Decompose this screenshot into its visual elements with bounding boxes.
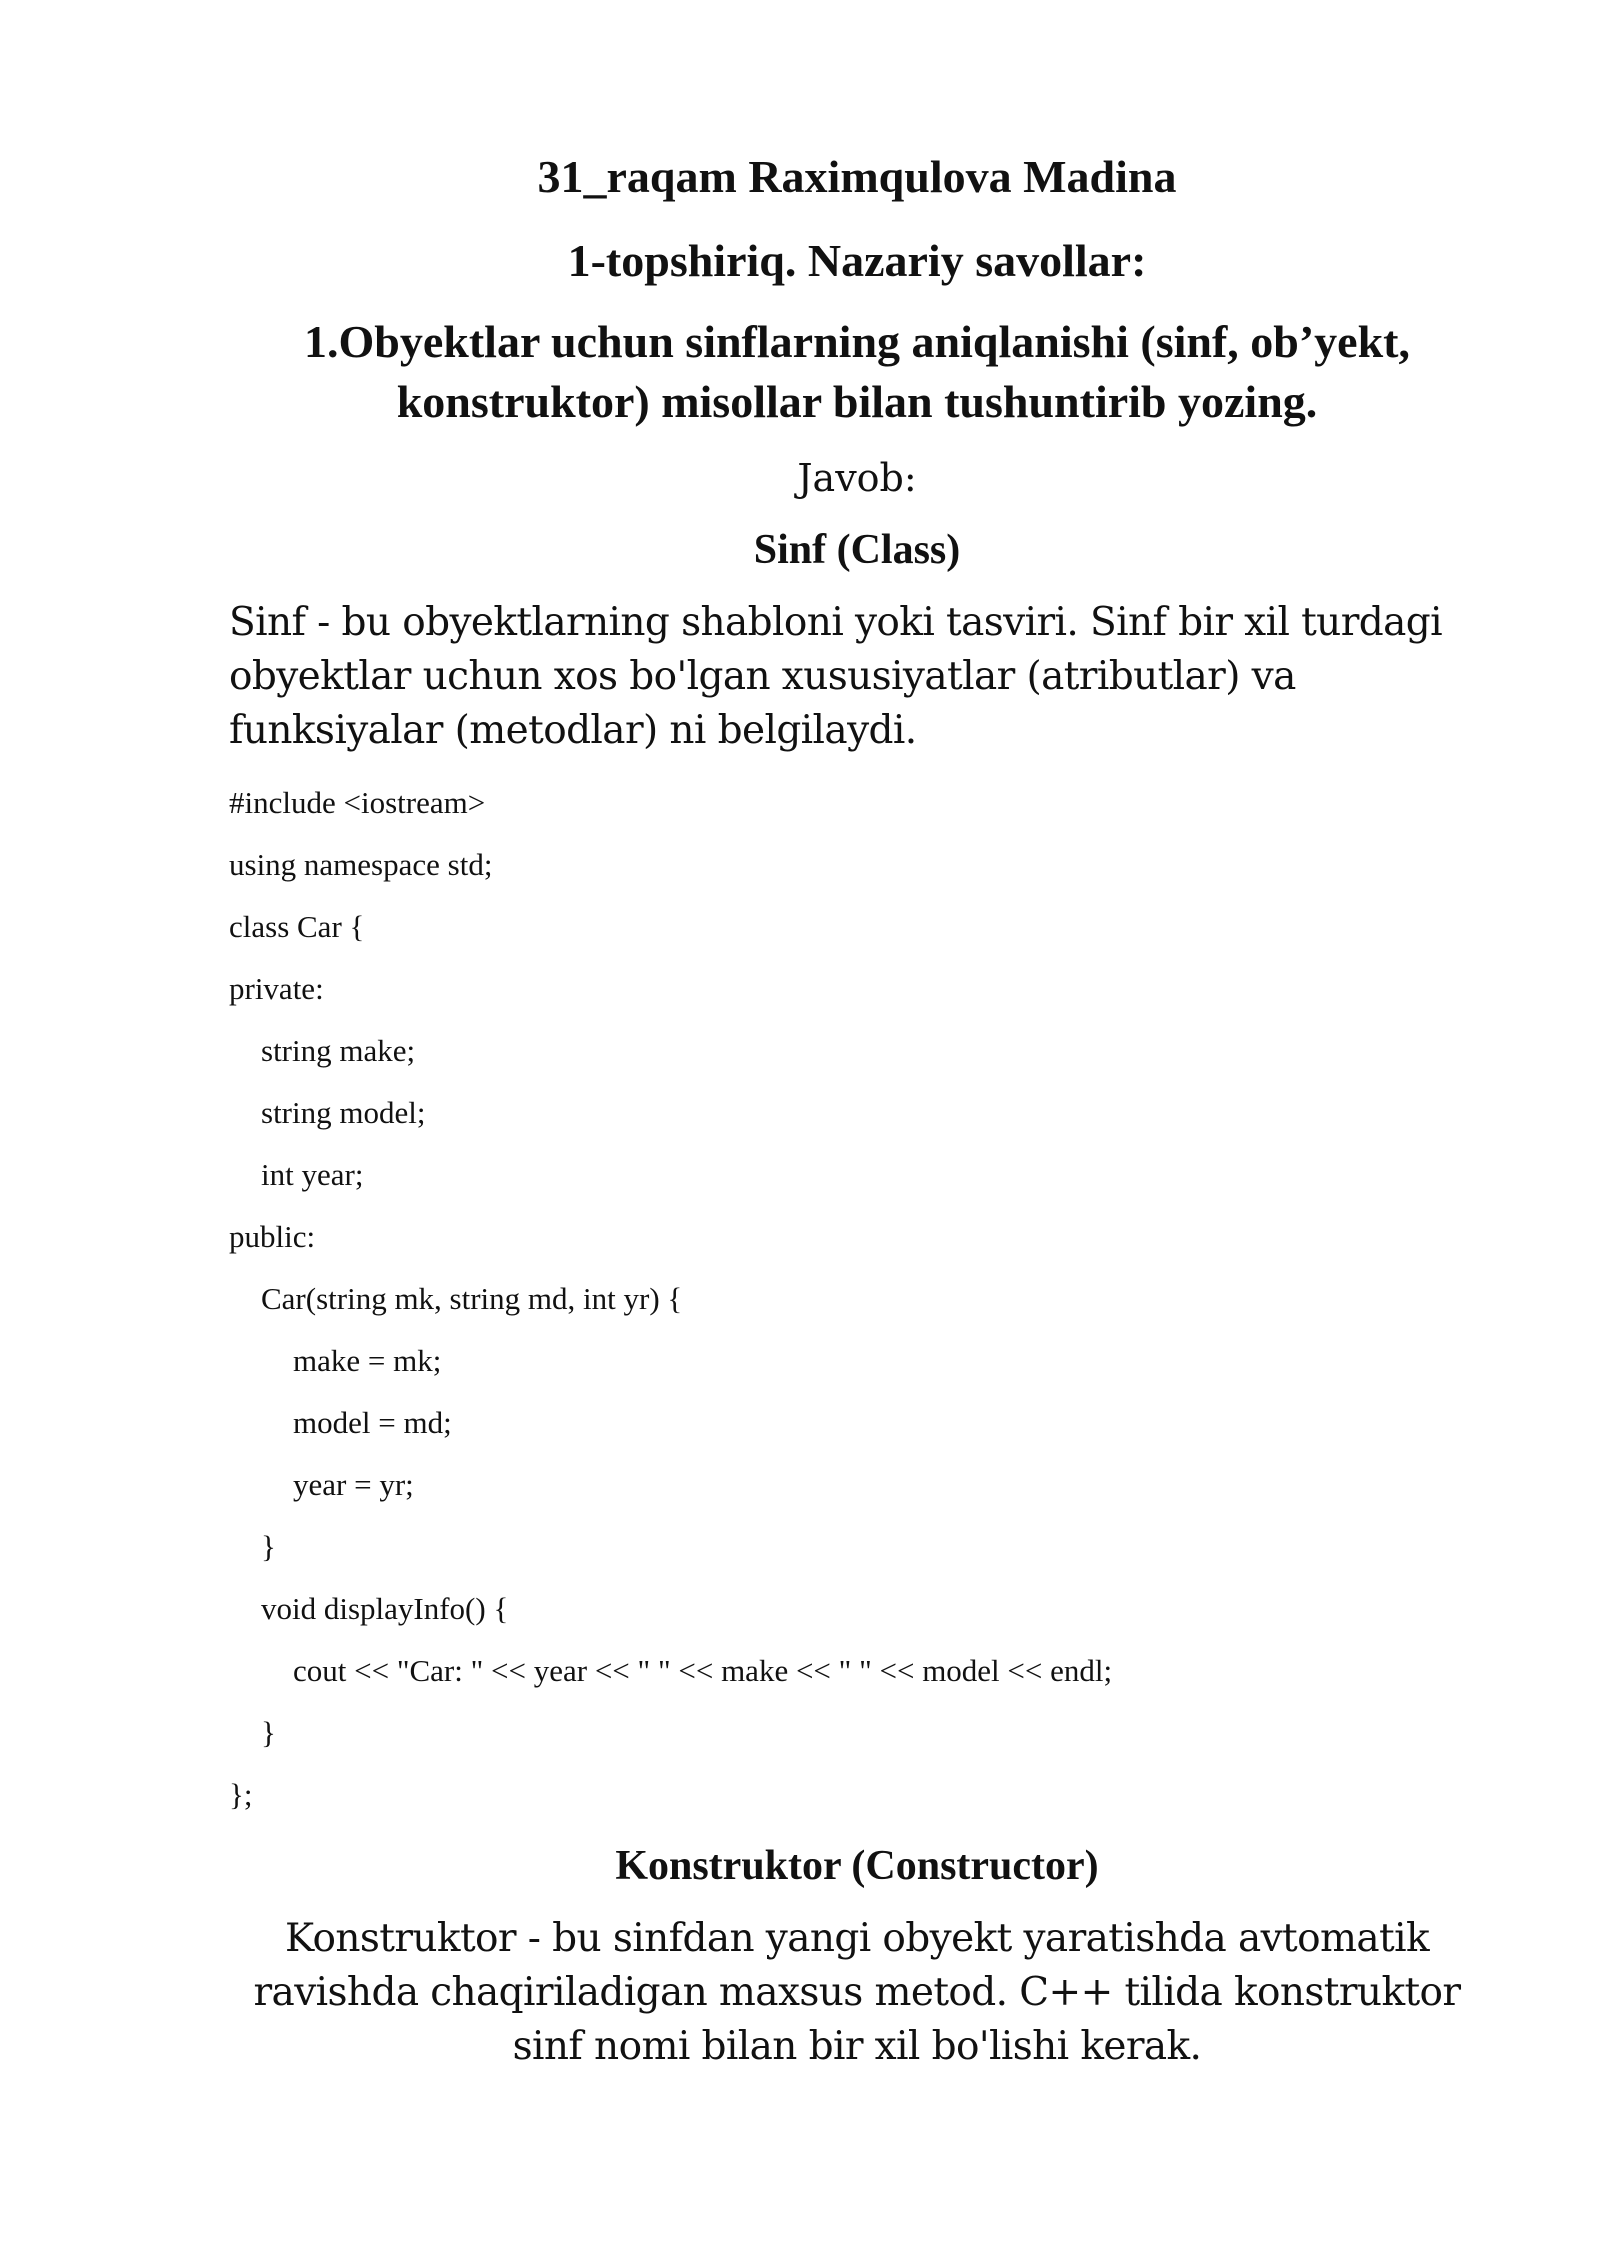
code-line: string make;: [261, 1033, 416, 1068]
document-title: 31_raqam Raximqulova Madina: [537, 151, 1177, 202]
code-line: void displayInfo() {: [261, 1591, 509, 1626]
code-line: using namespace std;: [229, 847, 493, 882]
code-line: private:: [229, 971, 324, 1006]
code-line: }: [261, 1529, 276, 1564]
code-line: year = yr;: [293, 1467, 414, 1502]
code-line: }: [261, 1715, 276, 1750]
code-line: };: [229, 1777, 253, 1812]
code-line: model = md;: [293, 1405, 452, 1440]
code-line: int year;: [261, 1157, 364, 1192]
code-line: #include <iostream>: [229, 785, 486, 820]
constructor-section-paragraph: Konstruktor - bu sinfdan yangi obyekt yaratishda avtomatik ravishda chaqiriladigan maxsus metod. C++ tilida konstruktor sinf nomi bilan bir xil bo'lishi kerak.: [253, 1916, 1461, 2069]
code-line: make = mk;: [293, 1343, 442, 1378]
class-section-heading: Sinf (Class): [753, 527, 961, 573]
assignment-title: 1-topshiriq. Nazariy savollar:: [567, 235, 1147, 286]
code-line: class Car {: [229, 909, 365, 944]
code-example: [229, 772, 1485, 1826]
question-heading: 1.Obyektlar uchun sinflarning aniqlanishi (sinf, ob’yekt, konstruktor) misollar bilan tushuntirib yozing.: [304, 316, 1410, 427]
answer-label: Javob:: [797, 456, 917, 500]
constructor-section-heading: Konstruktor (Constructor): [615, 1843, 1099, 1889]
document-content: [229, 148, 1485, 2074]
class-section-paragraph: Sinf - bu obyektlarning shabloni yoki tasviri. Sinf bir xil turdagi obyektlar uchun xos bo'lgan xususiyatlar (atributlar) va funksiyalar (metodlar) ni belgilaydi.: [229, 600, 1442, 753]
code-line: Car(string mk, string md, int yr) {: [261, 1281, 683, 1316]
code-line: string model;: [261, 1095, 426, 1130]
code-line: cout << "Car: " << year << " " << make << " " << model << endl;: [293, 1653, 1113, 1688]
code-line: public:: [229, 1219, 316, 1254]
